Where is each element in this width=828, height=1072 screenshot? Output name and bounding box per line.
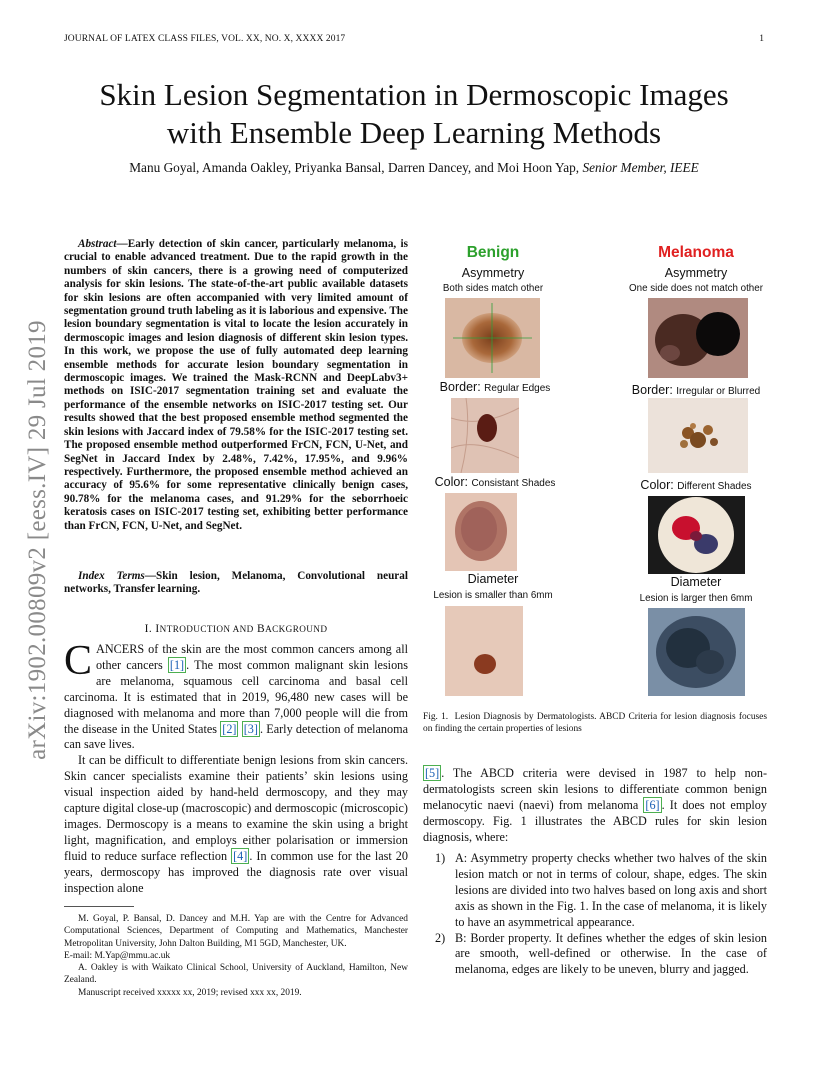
footnote-affiliation-2: A. Oakley is with Waikato Clinical School, University of Auckland, Hamilton, New Zealand. <box>64 963 408 986</box>
drop-cap: C <box>64 638 93 684</box>
diameter-benign-sub: Lesion is smaller than 6mm <box>433 590 553 601</box>
paper-title <box>60 76 768 152</box>
list-item <box>423 931 767 979</box>
citation-link[interactable]: [2] <box>222 721 237 736</box>
caption-text: Lesion Diagnosis by Dermatologists. ABCD Criteria for lesion diagnosis focuses on finding the certain properties of lesions <box>423 712 767 735</box>
list-item <box>423 851 767 931</box>
color-melanoma-sub: Different Shades <box>677 481 752 492</box>
list-item-number: 1) <box>435 851 446 865</box>
abstract <box>64 238 408 533</box>
figure-caption <box>423 711 767 735</box>
footnotes <box>64 913 408 999</box>
title-line-1: Skin Lesion Segmentation in Dermoscopic Images <box>99 77 729 112</box>
index-terms <box>64 570 408 597</box>
section-title-rest2: ACKGROUND <box>265 624 328 634</box>
diameter-label-melanoma: Diameter <box>670 575 722 589</box>
footnote-manuscript: Manuscript received xxxxx xx, 2019; revised xxx xx, 2019. <box>78 987 302 998</box>
melanoma-border-image <box>648 398 748 473</box>
melanoma-asymmetry-image <box>648 298 748 378</box>
list-item-number: 2) <box>435 930 446 945</box>
benign-heading: Benign <box>466 244 520 261</box>
caption-label: Fig. 1. <box>423 712 449 722</box>
border-benign-sub: Regular Edges <box>484 383 551 394</box>
right-column-text <box>423 766 767 846</box>
citation-link[interactable]: [5] <box>425 766 440 780</box>
color-benign-sub: Consistant Shades <box>471 478 556 489</box>
intro-p1-part-a: ANCERS of the skin are the most common cancers among all other cancers <box>96 642 408 672</box>
section-title-rest1: NTRODUCTION AND <box>159 624 254 634</box>
intro-p2-part-b: . In common use for the last 20 years, dermoscopy has improved the diagnosis rate over visual inspection alone <box>64 848 408 895</box>
footnote-rule <box>64 906 134 907</box>
section-number: I. <box>144 623 153 635</box>
citation-link[interactable]: [4] <box>233 848 248 863</box>
section-title-cap1: I <box>155 623 160 635</box>
color-label-melanoma <box>611 478 781 492</box>
footnote-email: E-mail: M.Yap@mmu.ac.uk <box>64 950 171 961</box>
border-melanoma-sub: Irregular or Blurred <box>676 386 761 397</box>
border-label-benign <box>410 380 580 394</box>
melanoma-diameter-image <box>648 608 745 696</box>
figure-abcd-criteria <box>423 238 771 700</box>
citation-link[interactable]: [1] <box>169 657 185 672</box>
section-title-cap2: B <box>256 623 266 635</box>
benign-asymmetry-image <box>445 298 540 378</box>
intro-paragraph-1 <box>64 638 409 753</box>
border-label-melanoma <box>611 383 781 397</box>
border-label-text: Border: <box>439 380 481 394</box>
intro-paragraph-2 <box>64 753 408 896</box>
color-label-text: Color: <box>434 475 468 489</box>
intro-p1-part-c: . Early detection of melanoma can save lives. <box>64 721 409 752</box>
intro-p2-part-a: It can be difficult to differentiate benign lesions from skin cancers. Skin cancer specialists examine their patients’ skin lesions using visual inspection aided by hand-held dermoscopy, and they may capture digital close-up (macroscopic) and dermoscopic (microscopic) images. Dermoscopy is a means to examine the skin using a bright light, magnification, and employs either polarisation or immersion fluid to reduce surface reflection <box>64 753 408 863</box>
right-text-part-2: . It does not employ dermoscopy. Fig. 1 illustrates the ABCD rules for skin lesion diagnosis, where: <box>423 797 767 844</box>
melanoma-color-image <box>648 496 745 574</box>
color-label-benign <box>410 475 580 489</box>
right-text-part-1: . The ABCD criteria were devised in 1987 to help non-dermatologists screen skin lesions to differentiate common benign melanocytic naevi (naevi) from melanoma <box>423 766 767 812</box>
diameter-label-benign: Diameter <box>467 572 519 586</box>
benign-diameter-image <box>445 606 523 696</box>
abstract-text: —Early detection of skin cancer, particularly melanoma, is crucial to enable advanced treatment. Due to the rapid growth in the numbers of skin cancers, there is a growing need of computerized analysis for skin lesions. The state-of-the-art public available datasets for skin lesions are often accompanied with very limited amount of segmentation ground truth labeling as it is laborious and expensive. The lesion boundary segmentation is vital to locate the lesion accurately in dermoscopic images and lesion diagnosis of different skin lesion types. In this work, we propose the use of fully automated deep learning ensemble methods for accurate lesion boundary segmentation in dermoscopic images. We trained the Mask-RCNN and DeepLabv3+ methods on ISIC-2017 segmentation training set and evaluate the performance of the ensemble networks on ISIC-2017 testing set. Our results showed that the best proposed ensemble method segmented the skin lesions with Jaccard index of 79.58% for the ISIC-2017 testing set. The proposed ensemble method outperformed FrCN, FCN, U-Net, and SegNet in Jaccard Index by 2.48%, 7.42%, 17.95%, and 9.96% respectively. Furthermore, the proposed ensemble method achieved an accuracy of 95.6% for some representative clinically benign cases, 90.78% for the melanoma cases, and 91.29% for the seborrhoeic keratosis cases on ISIC-2017 testing set, exhibiting better performance than FrCN, FCN, U-Net, and SegNet. <box>64 238 408 532</box>
introduction-text <box>64 638 409 897</box>
asymmetry-label-benign: Asymmetry <box>461 266 525 280</box>
list-item-text: B: Border property. It defines whether the edges of skin lesion are smooth, well-defined or otherwise. In the case of melanoma, edges are likely to be uneven, blurry and jagged. <box>455 930 767 977</box>
list-item-text: A: Asymmetry property checks whether two halves of the skin lesion match or not in terms of colour, shape, edges. The skin lesions are divided into two halves based on long axis and short axis as shown in the Fig. 1. In the case of melanoma, it is likely to have an asymmetrical appearance. <box>455 851 767 929</box>
citation-link[interactable]: [6] <box>645 797 660 812</box>
asymmetry-label-melanoma: Asymmetry <box>664 266 728 280</box>
author-membership: Senior Member, IEEE <box>582 160 699 175</box>
abstract-label: Abstract <box>78 238 117 250</box>
melanoma-heading: Melanoma <box>658 244 734 261</box>
footnote-affiliation-1: M. Goyal, P. Bansal, D. Dancey and M.H. Yap are with the Centre for Advanced Computational Sciences, Department of Computing and Mathematics, Manchester Metropolitan University, John Dalton Building, M1 5GD, Manchester, UK. <box>64 914 408 949</box>
section-heading <box>64 623 408 635</box>
diameter-melanoma-sub: Lesion is larger then 6mm <box>639 593 753 604</box>
author-names: Manu Goyal, Amanda Oakley, Priyanka Bansal, Darren Dancey, and Moi Hoon Yap, <box>129 160 580 175</box>
running-head: JOURNAL OF LATEX CLASS FILES, VOL. XX, NO. X, XXXX 2017 <box>64 34 346 44</box>
page-number: 1 <box>759 34 764 44</box>
asymmetry-melanoma-sub: One side does not match other <box>629 283 763 294</box>
arxiv-stamp: arXiv:1902.00809v2 [eess.IV] 29 Jul 2019 <box>24 320 51 760</box>
title-line-2: with Ensemble Deep Learning Methods <box>166 115 662 150</box>
abcd-list <box>423 851 767 978</box>
intro-p1-part-b: . The most common malignant skin lesions are melanoma, squamous cell carcinoma and basal cell carcinoma. It is estimated that in 2019, 96,480 new cases will be diagnosed with melanoma and more than 7,000 people will die from the disease in the United States <box>64 657 409 736</box>
benign-border-image <box>451 398 519 473</box>
asymmetry-benign-sub: Both sides match other <box>442 283 544 294</box>
author-list <box>60 160 768 176</box>
border-label-text: Border: <box>631 383 673 397</box>
index-terms-label: Index Terms <box>78 570 145 582</box>
benign-color-image <box>445 493 517 571</box>
index-terms-text: —Skin lesion, Melanoma, Convolutional neural networks, Transfer learning. <box>64 570 408 596</box>
color-label-text: Color: <box>640 478 674 492</box>
citation-link[interactable]: [3] <box>243 721 258 736</box>
